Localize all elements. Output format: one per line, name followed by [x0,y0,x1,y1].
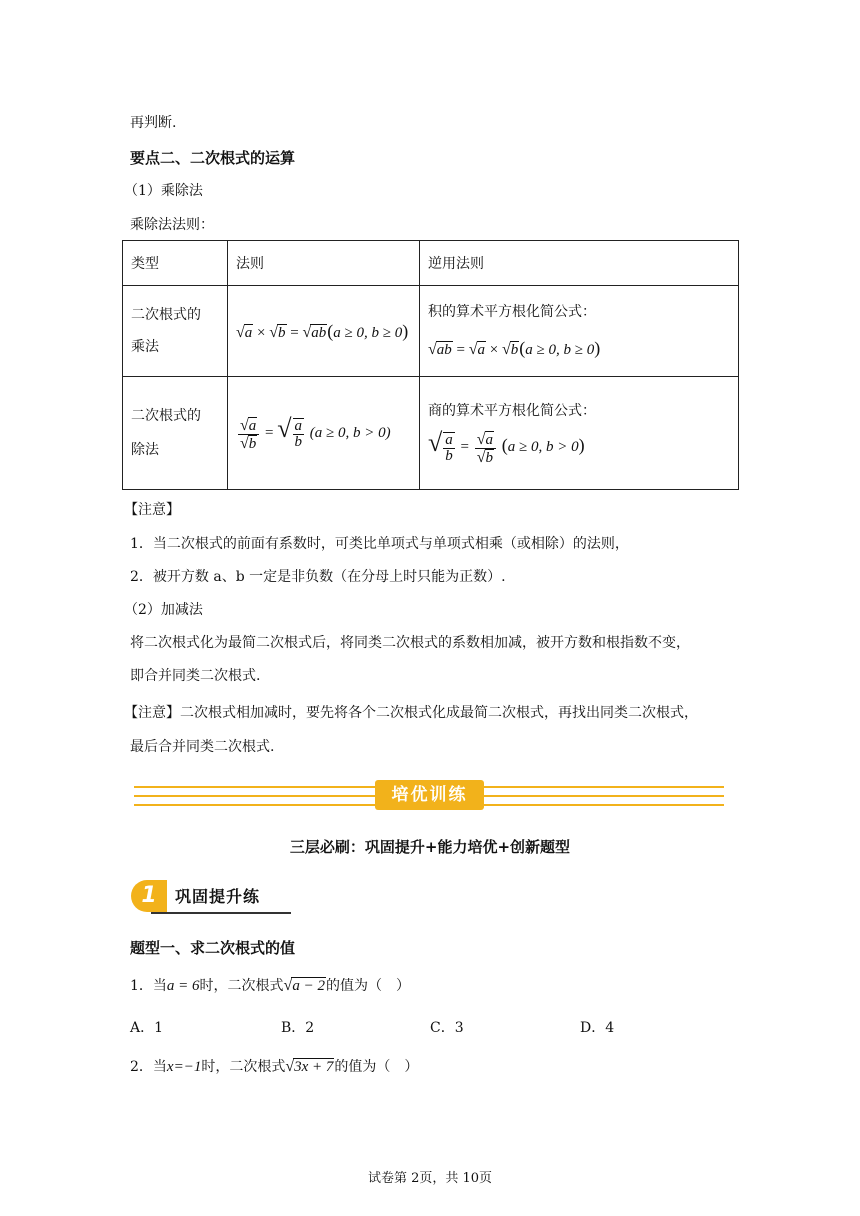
question-1 [130,975,410,995]
q1-option-a: A．1 [130,1020,164,1036]
header-type: 类型 [123,241,228,286]
mul-div-rules-label: 乘除法法则： [130,217,214,233]
row2-inverse-cond: a ≥ 0, b > 0 [507,439,579,456]
row1-inverse [420,286,739,377]
row2-type-line1: 二次根式的 [131,408,201,424]
row1-inverse-label: 积的算术平方根化简公式： [428,304,596,320]
q1-suffix: 的值为（ ） [325,978,410,994]
q1-option-b: B．2 [281,1020,315,1036]
q1-option-c: C．3 [430,1020,464,1036]
topic1-title: 题型一、求二次根式的值 [130,939,296,957]
note-1: 1．当二次根式的前面有系数时，可类比单项式与单项式相乘（或相除）的法则， [130,536,629,552]
q1-radical: √a − 2 [283,977,325,994]
mul-div-heading: （1）乘除法 [124,183,203,199]
row2-type-line2: 除法 [131,442,159,458]
add-sub-note-2: 最后合并同类二次根式. [130,739,275,755]
q1-middle: 时，二次根式 [199,978,284,994]
add-sub-heading: （2）加减法 [124,602,203,618]
q2-condition: x=−1 [166,1059,202,1075]
row2-inverse-label: 商的算术平方根化简公式： [428,403,596,420]
rules-table [122,240,739,490]
row1-rule-cond: a ≥ 0, b ≥ 0 [333,324,403,341]
row1-type-line2: 乘法 [131,339,159,355]
row2-inverse-formula: √ $\frac{a}{b}$ = $\frac{√a}{√b}$ (a ≥ 0, b > 0) [428,428,585,466]
level-badge [131,878,291,914]
intro-tail: 再判断. [130,115,177,131]
section-banner: 培优训练 [375,780,484,810]
row2-type [123,377,228,490]
page-footer: 试卷第 2页，共 10页 [367,1171,493,1186]
q2-suffix: 的值为（ ） [334,1059,419,1075]
row1-rule [228,286,420,377]
add-sub-note-1: 【注意】二次根式相加减时，要先将各个二次根式化成最简二次根式，再找出同类二次根式， [124,705,698,721]
row1-type [123,286,228,377]
header-rule: 法则 [228,241,420,286]
row2-rule-cond: (a ≥ 0, b > 0) [309,425,391,442]
q2-prefix: 2．当 [130,1059,167,1075]
q1-option-d: D．4 [580,1020,615,1036]
badge-text: 巩固提升练 [175,887,261,906]
add-sub-text-2: 即合并同类二次根式. [130,668,261,684]
badge-number: 1 [131,880,167,912]
badge-underline [151,912,291,914]
table-header-row [123,241,739,286]
row2-rule-formula: $\frac{√a}{√b}$ = √ $\frac{a}{b}$ (a ≥ 0, b > 0) [240,414,391,452]
subtitle: 三层必刷：巩固提升+能力培优+创新题型 [289,838,571,856]
q2-radical: √3x + 7 [285,1058,334,1075]
row1-inverse-cond: a ≥ 0, b ≥ 0 [525,342,595,358]
note-label: 【注意】 [124,502,180,518]
q1-prefix: 1．当 [130,978,167,994]
header-inverse: 逆用法则 [420,241,739,286]
section2-title: 要点二、二次根式的运算 [130,149,296,167]
row1-rule-formula: √a × √b = √ab(a ≥ 0, b ≥ 0) [236,320,409,341]
row2-rule [228,377,420,490]
table-row [123,377,739,490]
q2-middle: 时，二次根式 [201,1059,286,1075]
row2-inverse [420,377,739,490]
table-row [123,286,739,377]
note-2: 2．被开方数 a、b 一定是非负数（在分母上时只能为正数）. [130,569,506,585]
q1-condition: a = 6 [166,978,200,994]
row1-type-line1: 二次根式的 [131,307,201,323]
question-2 [130,1056,418,1076]
add-sub-text-1: 将二次根式化为最简二次根式后，将同类二次根式的系数相加减，被开方数和根指数不变， [130,635,690,651]
row1-inverse-formula: √ab = √a × √b(a ≥ 0, b ≥ 0) [428,338,601,358]
